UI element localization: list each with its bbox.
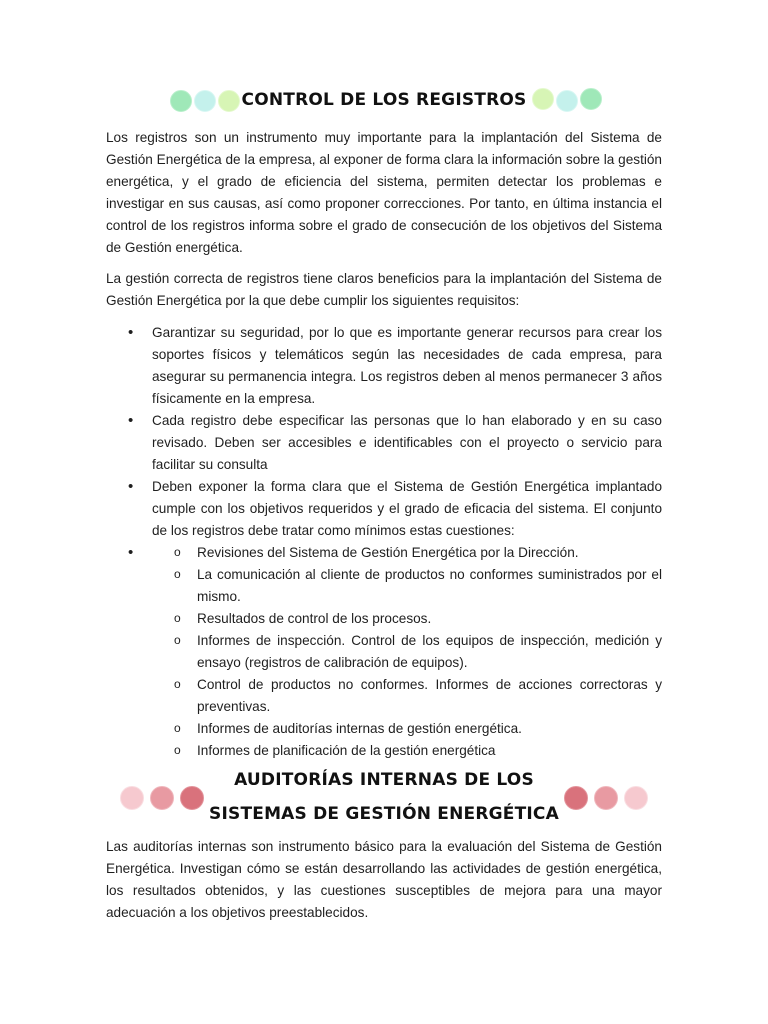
section1-title: CONTROL DE LOS REGISTROS [241, 90, 527, 110]
decorative-dot [556, 90, 578, 112]
record-topics-sublist [152, 542, 662, 762]
decorative-dot [564, 786, 588, 810]
list-item: • Cada registro debe especificar las personas que lo han elaborado y en su caso revisado. Deben ser accesibles e identificables con el proyecto o servicio para facilitar su consulta [106, 410, 662, 476]
sub-list-item: o La comunicación al cliente de productos no conformes suministrados por el mismo. [152, 564, 662, 608]
sublist-container [106, 542, 662, 762]
list-item: • Garantizar su seguridad, por lo que es importante generar recursos para crear los soportes físicos y telemáticos según las necesidades de cada empresa, para asegurar su permanencia integra. Los registros deben al menos permanecer 3 años físicamente en la empresa. [106, 322, 662, 410]
sub-list-item: o Informes de inspección. Control de los equipos de inspección, medición y ensayo (registros de calibración de equipos). [152, 630, 662, 674]
decorative-dot [594, 786, 618, 810]
section1-lead-paragraph: La gestión correcta de registros tiene claros beneficios para la implantación del Sistema de Gestión Energética por la que debe cumplir los siguientes requisitos: [106, 271, 662, 308]
sub-list-item: o Informes de auditorías internas de gestión energética. [152, 718, 662, 740]
section2-intro-paragraph: Las auditorías internas son instrumento básico para la evaluación del Sistema de Gestión Energética. Investigan cómo se están desarrollando las actividades de gestión energética, los resultados obtenidos, y las cuestiones susceptibles de mejora para una mayor adecuación a los objetivos preestablecidos. [106, 839, 662, 920]
decorative-dot [624, 786, 648, 810]
section2-title-line1: AUDITORÍAS INTERNAS DE LOS [234, 770, 534, 790]
requirements-list [106, 322, 662, 762]
section1-intro-paragraph: Los registros son un instrumento muy importante para la implantación del Sistema de Gestión Energética de la empresa, al exponer de forma clara la información sobre la gestión energética, y el grado de eficiencia del sistema, permiten detectar los problemas e investigar en sus causas, así como proponer correcciones. Por tanto, en última instancia el control de los registros informa sobre el grado de consecución de los objetivos del Sistema de Gestión energética. [106, 130, 662, 255]
list-item [106, 476, 662, 542]
decorative-dot [580, 88, 602, 110]
section2-title-line2: SISTEMAS DE GESTIÓN ENERGÉTICA [209, 804, 559, 824]
sub-list-item: o Control de productos no conformes. Informes de acciones correctoras y preventivas. [152, 674, 662, 718]
sub-list-item: o Resultados de control de los procesos. [152, 608, 662, 630]
list-item-text: Deben exponer la forma clara que el Sistema de Gestión Energética implantado cumple con los objetivos requeridos y el grado de eficacia del sistema. El conjunto de los registros debe tratar como mínimos estas cuestiones: [152, 479, 662, 538]
sub-list-item: o • Revisiones del Sistema de Gestión Energética por la Dirección. [152, 542, 662, 564]
sub-list-item: o Informes de planificación de la gestión energética [152, 740, 662, 762]
decorative-dot [532, 88, 554, 110]
